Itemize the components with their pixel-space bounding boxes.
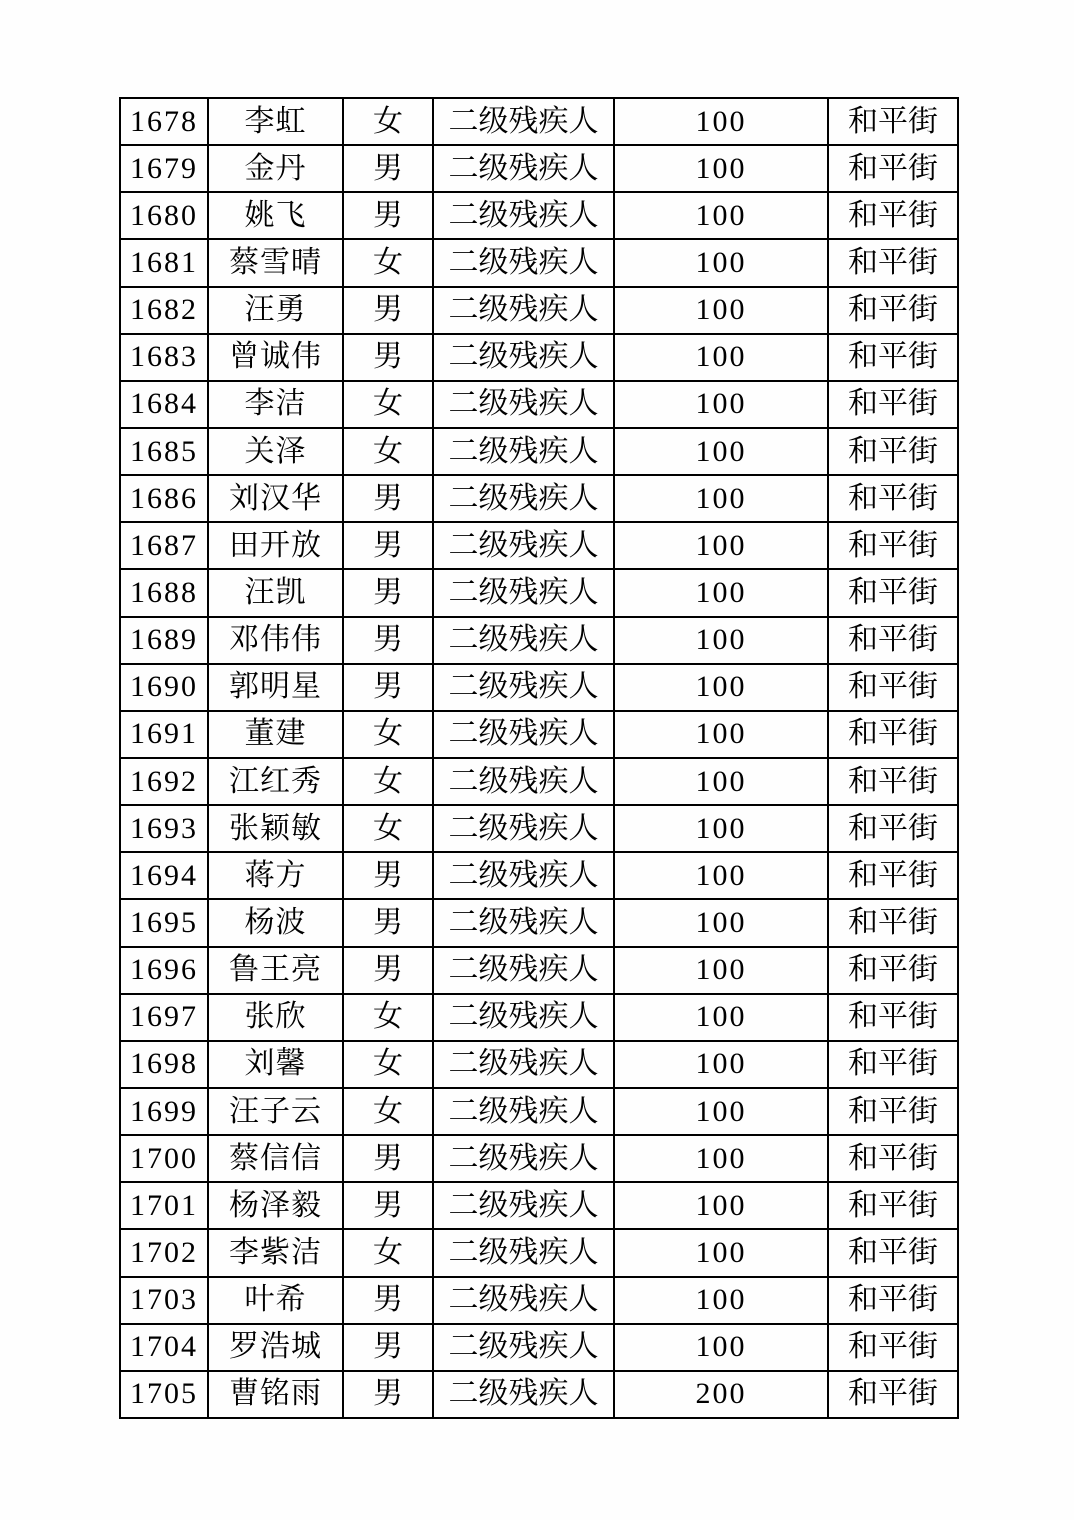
cell-subsidy-amount: 100 [614, 1135, 828, 1182]
cell-serial-number: 1700 [120, 1135, 208, 1182]
cell-subsidy-amount: 100 [614, 617, 828, 664]
cell-subsidy-amount: 100 [614, 475, 828, 522]
table-row [120, 617, 958, 664]
cell-subsidy-amount: 100 [614, 805, 828, 852]
cell-street-name: 和平街 [828, 287, 958, 334]
cell-person-name: 叶希 [208, 1277, 343, 1324]
cell-gender: 男 [343, 947, 433, 994]
cell-subsidy-amount: 100 [614, 569, 828, 616]
cell-serial-number: 1682 [120, 287, 208, 334]
cell-person-name: 李虹 [208, 98, 343, 145]
cell-gender: 男 [343, 334, 433, 381]
cell-subsidy-amount: 100 [614, 1182, 828, 1229]
cell-person-name: 董建 [208, 711, 343, 758]
cell-gender: 女 [343, 1229, 433, 1276]
cell-street-name: 和平街 [828, 664, 958, 711]
table-row [120, 1088, 958, 1135]
cell-disability-category: 二级残疾人 [433, 664, 614, 711]
cell-subsidy-amount: 100 [614, 664, 828, 711]
cell-subsidy-amount: 100 [614, 1229, 828, 1276]
cell-disability-category: 二级残疾人 [433, 1229, 614, 1276]
cell-person-name: 鲁王亮 [208, 947, 343, 994]
cell-street-name: 和平街 [828, 1088, 958, 1135]
cell-person-name: 汪子云 [208, 1088, 343, 1135]
cell-gender: 男 [343, 522, 433, 569]
cell-person-name: 汪凯 [208, 569, 343, 616]
cell-street-name: 和平街 [828, 1182, 958, 1229]
cell-gender: 女 [343, 428, 433, 475]
table-row [120, 381, 958, 428]
cell-person-name: 金丹 [208, 145, 343, 192]
table-row [120, 1182, 958, 1229]
cell-subsidy-amount: 100 [614, 334, 828, 381]
cell-serial-number: 1691 [120, 711, 208, 758]
table-row [120, 994, 958, 1041]
cell-person-name: 汪勇 [208, 287, 343, 334]
table-row [120, 1371, 958, 1418]
table-row [120, 192, 958, 239]
cell-subsidy-amount: 100 [614, 994, 828, 1041]
table-row [120, 1041, 958, 1088]
cell-subsidy-amount: 200 [614, 1371, 828, 1418]
cell-street-name: 和平街 [828, 1277, 958, 1324]
cell-serial-number: 1684 [120, 381, 208, 428]
table-row [120, 522, 958, 569]
cell-serial-number: 1696 [120, 947, 208, 994]
cell-serial-number: 1681 [120, 239, 208, 286]
cell-disability-category: 二级残疾人 [433, 98, 614, 145]
roster-table [119, 97, 959, 1419]
cell-gender: 男 [343, 569, 433, 616]
cell-gender: 男 [343, 1277, 433, 1324]
cell-disability-category: 二级残疾人 [433, 899, 614, 946]
cell-person-name: 张颖敏 [208, 805, 343, 852]
table-row [120, 899, 958, 946]
cell-street-name: 和平街 [828, 947, 958, 994]
table-row [120, 758, 958, 805]
cell-person-name: 杨波 [208, 899, 343, 946]
cell-serial-number: 1692 [120, 758, 208, 805]
cell-serial-number: 1686 [120, 475, 208, 522]
cell-gender: 男 [343, 145, 433, 192]
cell-gender: 女 [343, 758, 433, 805]
cell-person-name: 曹铭雨 [208, 1371, 343, 1418]
cell-street-name: 和平街 [828, 381, 958, 428]
cell-disability-category: 二级残疾人 [433, 145, 614, 192]
cell-serial-number: 1683 [120, 334, 208, 381]
cell-disability-category: 二级残疾人 [433, 334, 614, 381]
cell-street-name: 和平街 [828, 852, 958, 899]
cell-disability-category: 二级残疾人 [433, 994, 614, 1041]
table-row [120, 98, 958, 145]
cell-person-name: 刘汉华 [208, 475, 343, 522]
cell-disability-category: 二级残疾人 [433, 1371, 614, 1418]
cell-serial-number: 1678 [120, 98, 208, 145]
cell-person-name: 关泽 [208, 428, 343, 475]
cell-subsidy-amount: 100 [614, 1277, 828, 1324]
table-row [120, 1229, 958, 1276]
cell-street-name: 和平街 [828, 145, 958, 192]
cell-person-name: 蔡信信 [208, 1135, 343, 1182]
cell-serial-number: 1685 [120, 428, 208, 475]
cell-gender: 女 [343, 1088, 433, 1135]
cell-gender: 男 [343, 617, 433, 664]
table-row [120, 947, 958, 994]
table-row [120, 239, 958, 286]
roster-table-body [120, 98, 958, 1418]
cell-disability-category: 二级残疾人 [433, 758, 614, 805]
table-row [120, 475, 958, 522]
cell-serial-number: 1687 [120, 522, 208, 569]
cell-disability-category: 二级残疾人 [433, 711, 614, 758]
cell-serial-number: 1704 [120, 1324, 208, 1371]
cell-disability-category: 二级残疾人 [433, 617, 614, 664]
cell-subsidy-amount: 100 [614, 1088, 828, 1135]
cell-street-name: 和平街 [828, 1041, 958, 1088]
table-row [120, 1324, 958, 1371]
table-row [120, 1277, 958, 1324]
cell-disability-category: 二级残疾人 [433, 239, 614, 286]
cell-serial-number: 1693 [120, 805, 208, 852]
cell-subsidy-amount: 100 [614, 899, 828, 946]
cell-serial-number: 1688 [120, 569, 208, 616]
cell-person-name: 蒋方 [208, 852, 343, 899]
cell-subsidy-amount: 100 [614, 98, 828, 145]
cell-subsidy-amount: 100 [614, 381, 828, 428]
table-row [120, 287, 958, 334]
cell-gender: 男 [343, 1371, 433, 1418]
cell-person-name: 姚飞 [208, 192, 343, 239]
cell-serial-number: 1694 [120, 852, 208, 899]
cell-serial-number: 1705 [120, 1371, 208, 1418]
cell-gender: 男 [343, 664, 433, 711]
cell-street-name: 和平街 [828, 569, 958, 616]
cell-street-name: 和平街 [828, 899, 958, 946]
cell-subsidy-amount: 100 [614, 239, 828, 286]
cell-street-name: 和平街 [828, 1324, 958, 1371]
cell-street-name: 和平街 [828, 1371, 958, 1418]
cell-disability-category: 二级残疾人 [433, 381, 614, 428]
cell-person-name: 杨泽毅 [208, 1182, 343, 1229]
cell-gender: 女 [343, 1041, 433, 1088]
cell-gender: 女 [343, 994, 433, 1041]
cell-person-name: 李洁 [208, 381, 343, 428]
cell-gender: 男 [343, 287, 433, 334]
cell-gender: 女 [343, 239, 433, 286]
cell-gender: 男 [343, 1324, 433, 1371]
cell-subsidy-amount: 100 [614, 287, 828, 334]
cell-subsidy-amount: 100 [614, 522, 828, 569]
cell-person-name: 田开放 [208, 522, 343, 569]
cell-serial-number: 1679 [120, 145, 208, 192]
cell-subsidy-amount: 100 [614, 711, 828, 758]
cell-gender: 女 [343, 98, 433, 145]
cell-disability-category: 二级残疾人 [433, 475, 614, 522]
table-row [120, 334, 958, 381]
cell-disability-category: 二级残疾人 [433, 428, 614, 475]
cell-disability-category: 二级残疾人 [433, 1088, 614, 1135]
cell-street-name: 和平街 [828, 994, 958, 1041]
cell-person-name: 邓伟伟 [208, 617, 343, 664]
table-row [120, 711, 958, 758]
cell-gender: 女 [343, 381, 433, 428]
cell-street-name: 和平街 [828, 1135, 958, 1182]
table-row [120, 664, 958, 711]
cell-subsidy-amount: 100 [614, 428, 828, 475]
table-row [120, 145, 958, 192]
cell-gender: 男 [343, 1182, 433, 1229]
table-row [120, 1135, 958, 1182]
cell-disability-category: 二级残疾人 [433, 1324, 614, 1371]
cell-gender: 男 [343, 192, 433, 239]
cell-disability-category: 二级残疾人 [433, 947, 614, 994]
cell-disability-category: 二级残疾人 [433, 1182, 614, 1229]
cell-disability-category: 二级残疾人 [433, 1041, 614, 1088]
cell-gender: 男 [343, 475, 433, 522]
cell-serial-number: 1702 [120, 1229, 208, 1276]
cell-disability-category: 二级残疾人 [433, 569, 614, 616]
cell-disability-category: 二级残疾人 [433, 522, 614, 569]
cell-serial-number: 1689 [120, 617, 208, 664]
cell-subsidy-amount: 100 [614, 1324, 828, 1371]
cell-gender: 男 [343, 899, 433, 946]
cell-serial-number: 1699 [120, 1088, 208, 1135]
cell-street-name: 和平街 [828, 239, 958, 286]
cell-person-name: 罗浩城 [208, 1324, 343, 1371]
cell-gender: 男 [343, 852, 433, 899]
cell-disability-category: 二级残疾人 [433, 1135, 614, 1182]
cell-street-name: 和平街 [828, 334, 958, 381]
cell-subsidy-amount: 100 [614, 145, 828, 192]
table-row [120, 428, 958, 475]
cell-serial-number: 1701 [120, 1182, 208, 1229]
cell-disability-category: 二级残疾人 [433, 192, 614, 239]
cell-person-name: 李紫洁 [208, 1229, 343, 1276]
cell-person-name: 江红秀 [208, 758, 343, 805]
cell-gender: 男 [343, 1135, 433, 1182]
cell-subsidy-amount: 100 [614, 758, 828, 805]
table-row [120, 805, 958, 852]
cell-serial-number: 1703 [120, 1277, 208, 1324]
cell-person-name: 曾诚伟 [208, 334, 343, 381]
cell-person-name: 蔡雪晴 [208, 239, 343, 286]
cell-street-name: 和平街 [828, 758, 958, 805]
cell-serial-number: 1698 [120, 1041, 208, 1088]
cell-street-name: 和平街 [828, 711, 958, 758]
cell-person-name: 张欣 [208, 994, 343, 1041]
cell-street-name: 和平街 [828, 522, 958, 569]
cell-disability-category: 二级残疾人 [433, 287, 614, 334]
cell-serial-number: 1695 [120, 899, 208, 946]
cell-person-name: 郭明星 [208, 664, 343, 711]
cell-subsidy-amount: 100 [614, 192, 828, 239]
cell-disability-category: 二级残疾人 [433, 1277, 614, 1324]
cell-street-name: 和平街 [828, 805, 958, 852]
cell-street-name: 和平街 [828, 475, 958, 522]
table-row [120, 852, 958, 899]
cell-person-name: 刘馨 [208, 1041, 343, 1088]
cell-disability-category: 二级残疾人 [433, 805, 614, 852]
cell-subsidy-amount: 100 [614, 1041, 828, 1088]
cell-subsidy-amount: 100 [614, 947, 828, 994]
cell-serial-number: 1680 [120, 192, 208, 239]
cell-disability-category: 二级残疾人 [433, 852, 614, 899]
table-row [120, 569, 958, 616]
cell-street-name: 和平街 [828, 617, 958, 664]
cell-street-name: 和平街 [828, 428, 958, 475]
cell-street-name: 和平街 [828, 98, 958, 145]
cell-street-name: 和平街 [828, 192, 958, 239]
cell-subsidy-amount: 100 [614, 852, 828, 899]
cell-gender: 女 [343, 805, 433, 852]
cell-serial-number: 1690 [120, 664, 208, 711]
cell-serial-number: 1697 [120, 994, 208, 1041]
cell-gender: 女 [343, 711, 433, 758]
cell-street-name: 和平街 [828, 1229, 958, 1276]
